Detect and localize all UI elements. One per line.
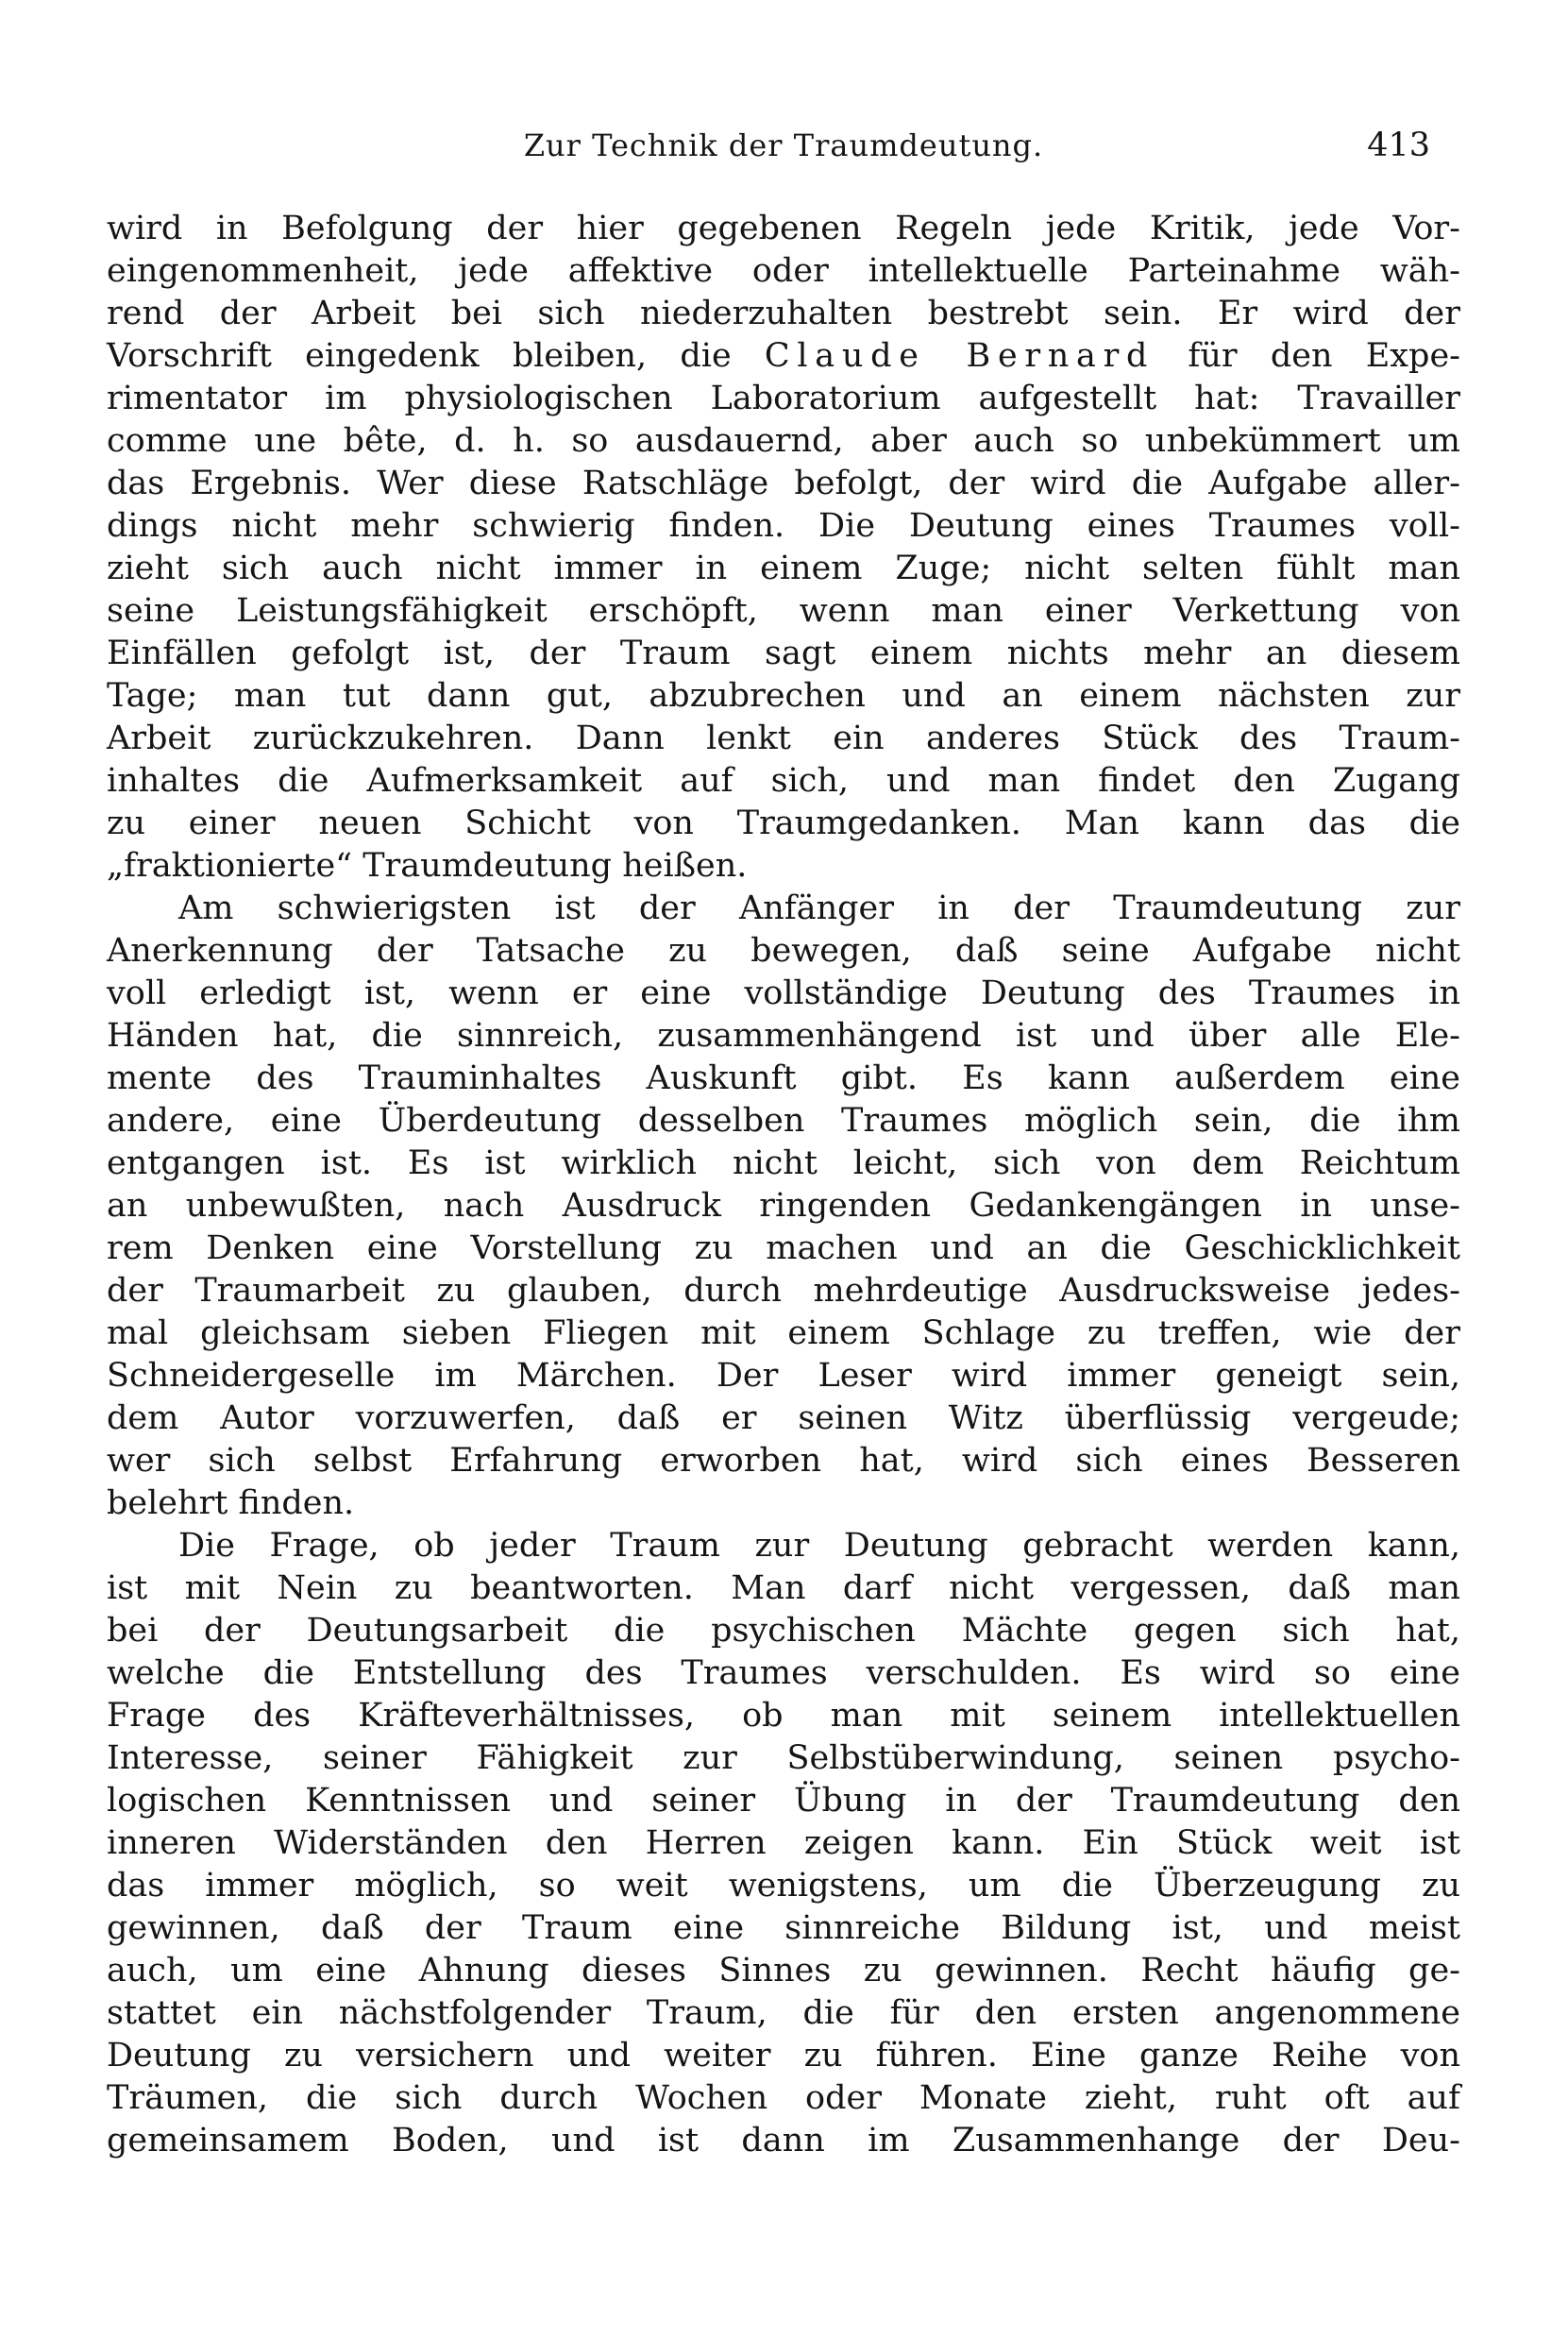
text-line: das immer möglich, so weit wenigstens, um die Überzeugung zu bbox=[107, 1867, 1460, 1905]
paragraph bbox=[107, 1525, 1460, 2162]
text-line: rimentator im physiologischen Laboratorium aufgestellt hat: Travailler bbox=[107, 380, 1460, 417]
text-line: comme une bête, d. h. so ausdauernd, aber auch so unbekümmert um bbox=[107, 422, 1460, 460]
text-line: Tage; man tut dann gut, abzubrechen und an einem nächsten zur bbox=[107, 677, 1460, 715]
text-line: an unbewußten, nach Ausdruck ringenden Gedankengängen in unse- bbox=[107, 1187, 1460, 1225]
text-line: zieht sich auch nicht immer in einem Zuge; nicht selten fühlt man bbox=[107, 550, 1460, 587]
text-line: eingenommenheit, jede affektive oder intellektuelle Parteinahme wäh- bbox=[107, 252, 1460, 290]
text-line: gemeinsamem Boden, und ist dann im Zusammenhange der Deu- bbox=[107, 2122, 1460, 2159]
text-line: auch, um eine Ahnung dieses Sinnes zu gewinnen. Recht häufig ge- bbox=[107, 1952, 1460, 1990]
text-line: entgangen ist. Es ist wirklich nicht leicht, sich von dem Reichtum bbox=[107, 1144, 1460, 1182]
text-line: Schneidergeselle im Märchen. Der Leser wird immer geneigt sein, bbox=[107, 1357, 1460, 1395]
text-line: Die Frage, ob jeder Traum zur Deutung gebracht werden kann, bbox=[178, 1527, 1460, 1565]
text-line: voll erledigt ist, wenn er eine vollständige Deutung des Traumes in bbox=[107, 974, 1460, 1012]
text-line: welche die Entstellung des Traumes verschulden. Es wird so eine bbox=[107, 1654, 1460, 1692]
text-line: logischen Kenntnissen und seiner Übung in der Traumdeutung den bbox=[107, 1782, 1460, 1820]
page-body bbox=[107, 208, 1460, 2162]
text-line: mal gleichsam sieben Fliegen mit einem Schlage zu treffen, wie der bbox=[107, 1314, 1460, 1352]
paragraph bbox=[107, 208, 1460, 888]
text-line: Am schwierigsten ist der Anfänger in der Traumdeutung zur bbox=[178, 889, 1460, 927]
text-line: wird in Befolgung der hier gegebenen Regeln jede Kritik, jede Vor- bbox=[107, 210, 1460, 247]
text-line: ist mit Nein zu beantworten. Man darf nicht vergessen, daß man bbox=[107, 1569, 1460, 1607]
text-line: das Ergebnis. Wer diese Ratschläge befolgt, der wird die Aufgabe aller- bbox=[107, 465, 1460, 502]
text-line: Träumen, die sich durch Wochen oder Monate zieht, ruht oft auf bbox=[107, 2079, 1460, 2117]
text-line: Deutung zu versichern und weiter zu führen. Eine ganze Reihe von bbox=[107, 2037, 1460, 2075]
text-line: Arbeit zurückzukehren. Dann lenkt ein anderes Stück des Traum- bbox=[107, 720, 1460, 757]
text-line: Einfällen gefolgt ist, der Traum sagt einem nichts mehr an diesem bbox=[107, 635, 1460, 672]
text-line: bei der Deutungsarbeit die psychischen Mächte gegen sich hat, bbox=[107, 1612, 1460, 1650]
text-line: rem Denken eine Vorstellung zu machen und an die Geschicklichkeit bbox=[107, 1229, 1460, 1267]
text-line: inhaltes die Aufmerksamkeit auf sich, und man findet den Zugang bbox=[107, 762, 1460, 800]
text-line: mente des Trauminhaltes Auskunft gibt. Es kann außerdem eine bbox=[107, 1059, 1460, 1097]
text-line: andere, eine Überdeutung desselben Traumes möglich sein, die ihm bbox=[107, 1102, 1460, 1140]
text-line: inneren Widerständen den Herren zeigen kann. Ein Stück weit ist bbox=[107, 1824, 1460, 1862]
text-line: wer sich selbst Erfahrung erworben hat, wird sich eines Besseren bbox=[107, 1442, 1460, 1480]
text-line: Vorschrift eingedenk bleiben, die Claude Bernard für den Expe- bbox=[107, 337, 1460, 375]
text-line: dem Autor vorzuwerfen, daß er seinen Witz überflüssig vergeude; bbox=[107, 1399, 1460, 1437]
paragraph bbox=[107, 888, 1460, 1525]
text-line: stattet ein nächstfolgender Traum, die für den ersten angenommene bbox=[107, 1994, 1460, 2032]
text-line: rend der Arbeit bei sich niederzuhalten bestrebt sein. Er wird der bbox=[107, 295, 1460, 332]
text-line: Interesse, seiner Fähigkeit zur Selbstüberwindung, seinen psycho- bbox=[107, 1739, 1460, 1777]
text-line: Händen hat, die sinnreich, zusammenhängend ist und über alle Ele- bbox=[107, 1017, 1460, 1055]
text-line: der Traumarbeit zu glauben, durch mehrdeutige Ausdrucksweise jedes- bbox=[107, 1272, 1460, 1310]
page-title: Zur Technik der Traumdeutung. bbox=[523, 127, 1044, 163]
letterspaced-name: Claude Bernard bbox=[764, 337, 1155, 375]
text-line: seine Leistungsfähigkeit erschöpft, wenn man einer Verkettung von bbox=[107, 592, 1460, 630]
running-head bbox=[107, 125, 1460, 166]
text-line: Frage des Kräfteverhältnisses, ob man mit seinem intellektuellen bbox=[107, 1697, 1460, 1735]
text-line: „fraktionierte“ Traumdeutung heißen. bbox=[107, 847, 748, 885]
text-line: zu einer neuen Schicht von Traumgedanken. Man kann das die bbox=[107, 804, 1460, 842]
text-line: dings nicht mehr schwierig finden. Die Deutung eines Traumes voll- bbox=[107, 507, 1460, 545]
text-line: gewinnen, daß der Traum eine sinnreiche Bildung ist, und meist bbox=[107, 1909, 1460, 1947]
text-line: belehrt finden. bbox=[107, 1484, 355, 1522]
text-line: Anerkennung der Tatsache zu bewegen, daß seine Aufgabe nicht bbox=[107, 932, 1460, 970]
page-number: 413 bbox=[1367, 127, 1430, 164]
